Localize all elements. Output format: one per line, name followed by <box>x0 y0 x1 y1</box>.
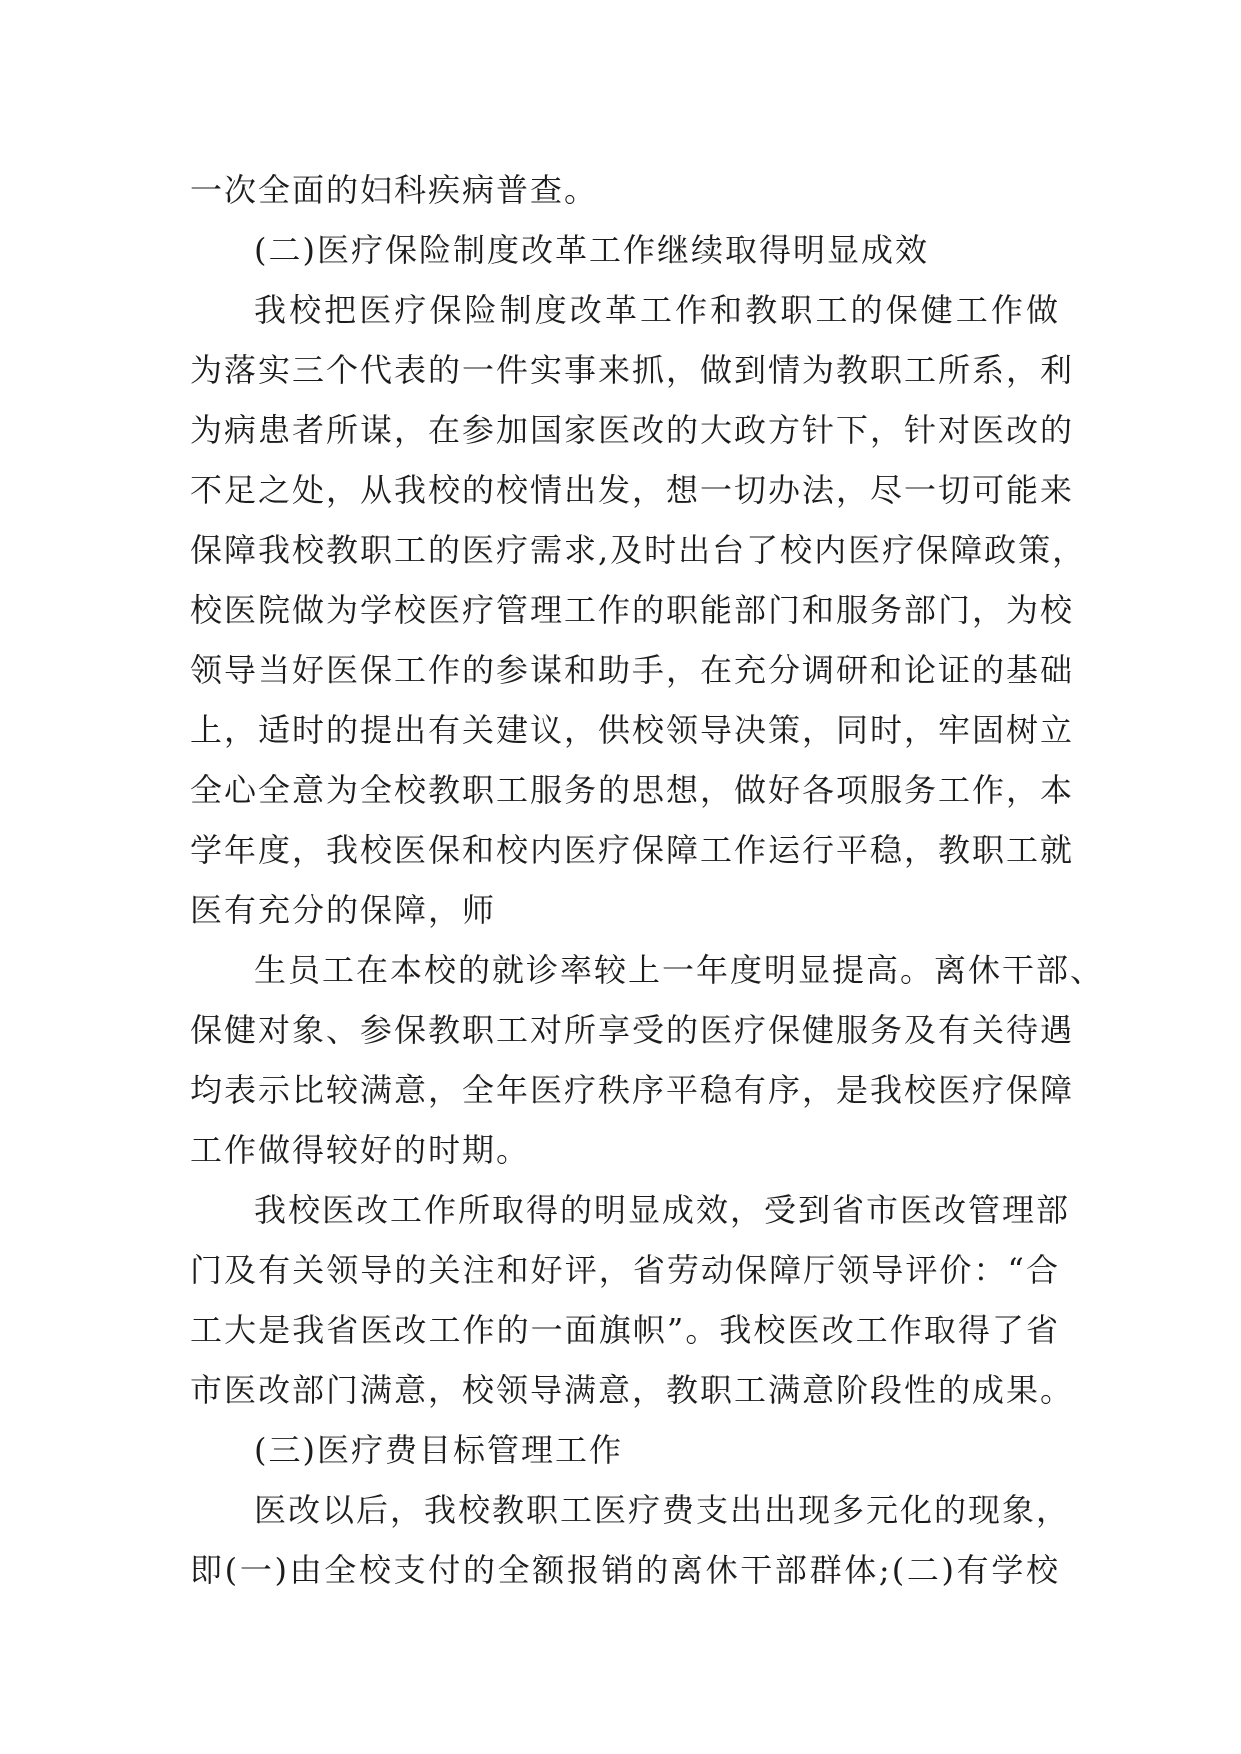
text-line: 校医院做为学校医疗管理工作的职能部门和服务部门，为校 <box>190 591 1075 629</box>
text-line: 工作做得较好的时期。 <box>190 1131 531 1169</box>
section-heading: (三)医疗费目标管理工作 <box>254 1431 623 1469</box>
text-line: 一次全面的妇科疾病普查。 <box>190 171 599 209</box>
text-line: 门及有关领导的关注和好评，省劳动保障厅领导评价：“合 <box>190 1251 1060 1289</box>
body-text <box>190 160 1105 1600</box>
text-line: 医有充分的保障，师 <box>190 891 497 929</box>
text-line: 保障我校教职工的医疗需求,及时出台了校内医疗保障政策， <box>190 531 1087 569</box>
text-line: 保健对象、参保教职工对所享受的医疗保健服务及有关待遇 <box>190 1011 1075 1049</box>
text-line: 工大是我省医改工作的一面旗帜”。我校医改工作取得了省 <box>190 1311 1060 1349</box>
text-line: 均表示比较满意，全年医疗秩序平稳有序，是我校医疗保障 <box>190 1071 1075 1109</box>
text-line: 为落实三个代表的一件实事来抓，做到情为教职工所系，利 <box>190 351 1075 389</box>
text-line: 学年度，我校医保和校内医疗保障工作运行平稳，教职工就 <box>190 831 1075 869</box>
text-line: 全心全意为全校教职工服务的思想，做好各项服务工作，本 <box>190 771 1075 809</box>
text-line: 即(一)由全校支付的全额报销的离休干部群体;(二)有学校 <box>190 1551 1060 1589</box>
text-line: 为病患者所谋，在参加国家医改的大政方针下，针对医改的 <box>190 411 1075 449</box>
section-heading: (二)医疗保险制度改革工作继续取得明显成效 <box>254 231 929 269</box>
text-line: 不足之处，从我校的校情出发，想一切办法，尽一切可能来 <box>190 471 1075 509</box>
text-line: 医改以后，我校教职工医疗费支出出现多元化的现象， <box>254 1491 1071 1529</box>
text-line: 上，适时的提出有关建议，供校领导决策，同时，牢固树立 <box>190 711 1075 749</box>
text-line: 生员工在本校的就诊率较上一年度明显提高。离休干部、 <box>254 951 1105 989</box>
text-line: 我校医改工作所取得的明显成效，受到省市医改管理部 <box>254 1191 1071 1229</box>
text-line: 我校把医疗保险制度改革工作和教职工的保健工作做 <box>254 291 1060 329</box>
text-line: 领导当好医保工作的参谋和助手，在充分调研和论证的基础 <box>190 651 1075 689</box>
text-line: 市医改部门满意，校领导满意，教职工满意阶段性的成果。 <box>190 1371 1075 1409</box>
